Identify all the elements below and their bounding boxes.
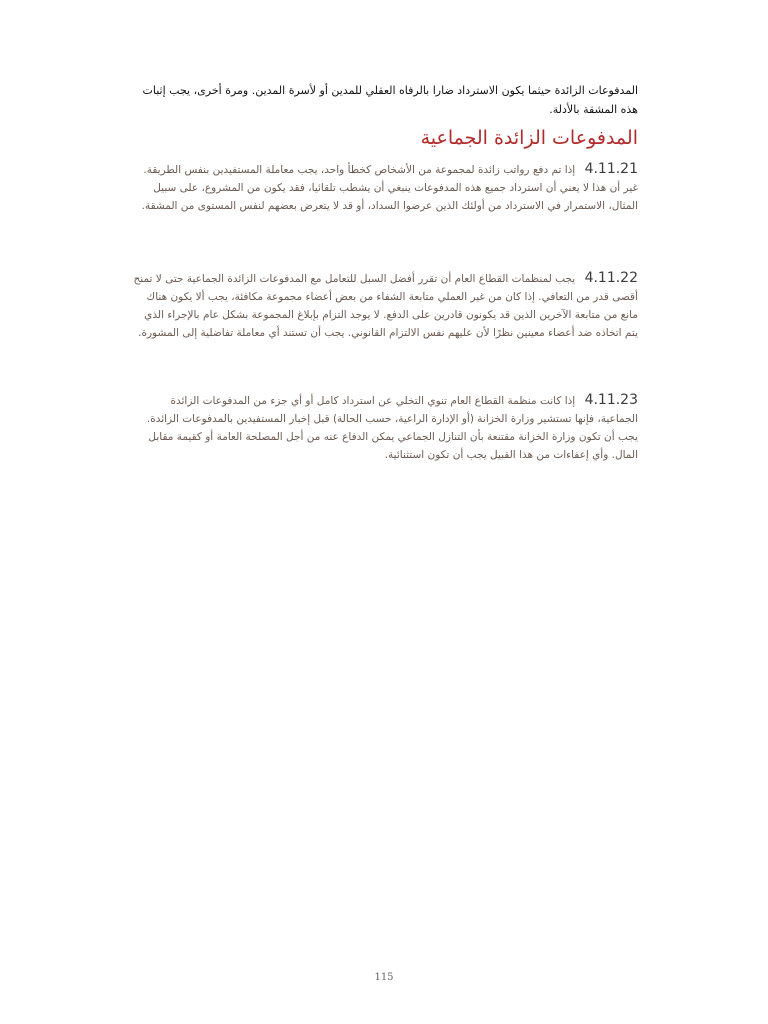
paragraph-number: 4.11.23: [584, 392, 638, 408]
paragraph-4-11-21: [130, 160, 638, 215]
paragraph-4-11-23: [130, 391, 638, 464]
page-number: 115: [374, 972, 394, 983]
paragraph-text: يجب لمنظمات القطاع العام أن تقرر أفضل السبل للتعامل مع المدفوعات الزائدة الجماعية حتى لا تمنح أقصى قدر من التعافي. إذا كان من غير العملي متابعة الشفاء من بعض أعضاء مجموعة مكافئة، يجب ألا يكون هناك مانع من متابعة الآخرين الذين قد يكونون قادرين على الدفع. لا يوجد التزام بإبلاغ المجموعة بشكل عام بالإجراء الذي يتم اتخاذه ضد أعضاء معينين نظرًا لأن عليهم نفس الالتزام القانوني. يجب أن تستند أي معاملة تفاضلية إلى المشورة.: [133, 273, 638, 339]
paragraph-number: 4.11.22: [584, 270, 638, 286]
paragraph-4-11-22: [130, 269, 638, 342]
paragraph-text: إذا كانت منظمة القطاع العام تنوي التخلي عن استرداد كامل أو أي جزء من المدفوعات الزائدة الجماعية، فإنها تستشير وزارة الخزانة (أو الإدارة الراعية، حسب الحالة) قبل إخبار المستفيدين بالمدفوعات الزائدة. يجب أن تكون وزارة الخزانة مقتنعة بأن التنازل الجماعي يمكن الدفاع عنه من أجل المصلحة العامة أو كقيمة مقابل المال. وأي إعفاءات من هذا القبيل يجب أن تكون استثنائية.: [146, 395, 638, 461]
paragraph-number: 4.11.21: [584, 161, 638, 177]
section-heading: المدفوعات الزائدة الجماعية: [420, 127, 638, 149]
paragraph-text: إذا تم دفع رواتب زائدة لمجموعة من الأشخاص كخطأ واحد، يجب معاملة المستفيدين بنفس الطريقة. غير أن هذا لا يعني أن استرداد جميع هذه المدفوعات ينبغي أن يشطب تلقائيا، فقد يكون من المشروع، على سبيل المثال، الاستمرار في الاسترداد من أولئك الذين عرضوا السداد، أو قد لا يتعرض بعضهم لنفس المستوى من المشقة.: [141, 164, 638, 212]
intro-text: المدفوعات الزائدة حيثما يكون الاسترداد ضارا بالرفاه العقلي للمدين أو لأسرة المدين. ومرة أخرى، يجب إثبات هذه المشقة بالأدلة.: [142, 84, 638, 116]
